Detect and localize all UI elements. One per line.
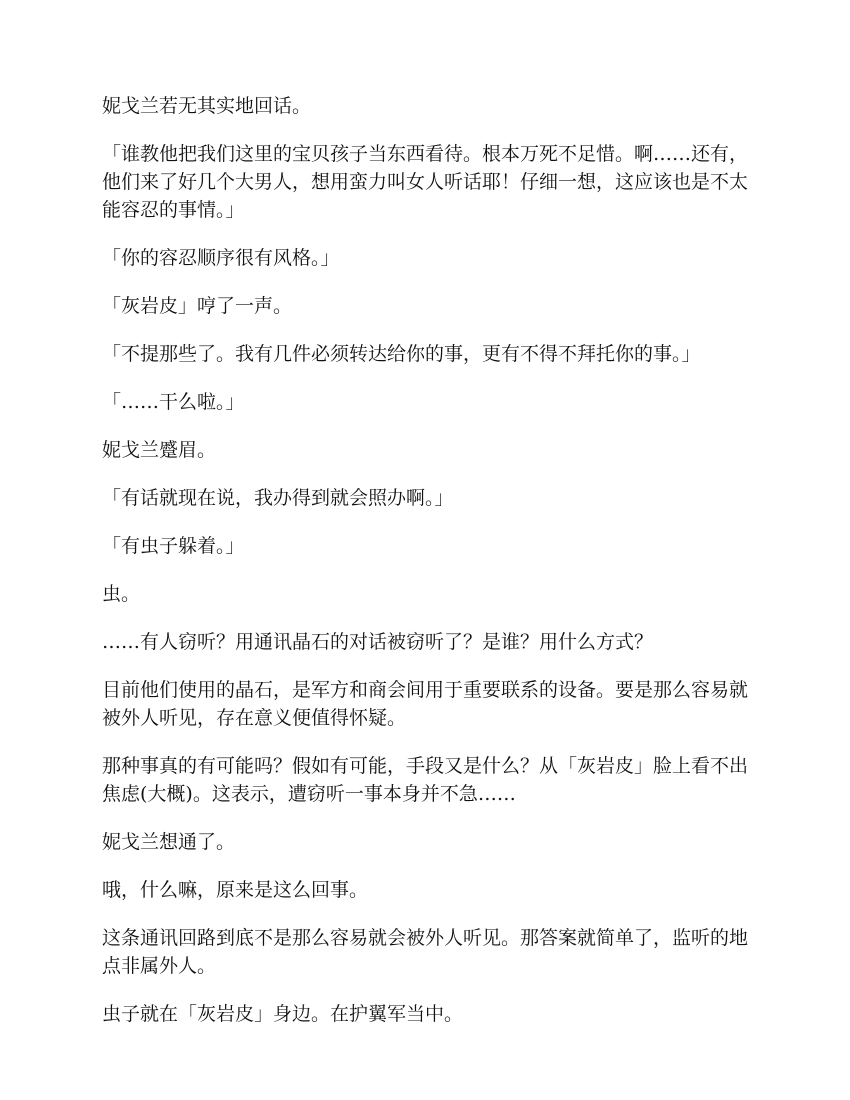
paragraph-15: 哦，什么嘛，原来是这么回事。 <box>102 879 369 901</box>
paragraph-8: 「有话就现在说，我办得到就会照办啊。」 <box>102 487 454 509</box>
paragraph-10: 虫。 <box>102 583 141 605</box>
paragraph-11: ……有人窃听？用通讯晶石的对话被窃听了？是谁？用什么方式？ <box>102 631 654 653</box>
paragraph-9: 「有虫子躲着。」 <box>102 535 245 557</box>
paragraph-12: 目前他们使用的晶石，是军方和商会间用于重要联系的设备。要是那么容易就被外人听见，存在意义便值得怀疑。 <box>102 679 749 729</box>
paragraph-1: 妮戈兰若无其实地回话。 <box>102 95 312 117</box>
paragraph-3: 「你的容忍顺序很有风格。」 <box>102 247 340 269</box>
paragraph-4: 「灰岩皮」哼了一声。 <box>102 295 293 317</box>
paragraph-13: 那种事真的有可能吗？假如有可能，手段又是什么？从「灰岩皮」脸上看不出焦虑(大概)。这表示，遭窃听一事本身并不急…… <box>102 755 749 805</box>
paragraph-5: 「不提那些了。我有几件必须转达给你的事，更有不得不拜托你的事。」 <box>102 343 701 365</box>
paragraph-2: 「谁教他把我们这里的宝贝孩子当东西看待。根本万死不足惜。啊……还有，他们来了好几个大男人，想用蛮力叫女人听话耶！仔细一想，这应该也是不太能容忍的事情。」 <box>102 143 749 221</box>
paragraph-17: 虫子就在「灰岩皮」身边。在护翼军当中。 <box>102 1003 464 1025</box>
paragraph-6: 「……干么啦。」 <box>102 391 245 413</box>
paragraph-7: 妮戈兰蹙眉。 <box>102 439 217 461</box>
paragraph-16: 这条通讯回路到底不是那么容易就会被外人听见。那答案就简单了，监听的地点非属外人。 <box>102 927 749 977</box>
paragraph-14: 妮戈兰想通了。 <box>102 831 236 853</box>
document-page <box>102 92 752 1048</box>
